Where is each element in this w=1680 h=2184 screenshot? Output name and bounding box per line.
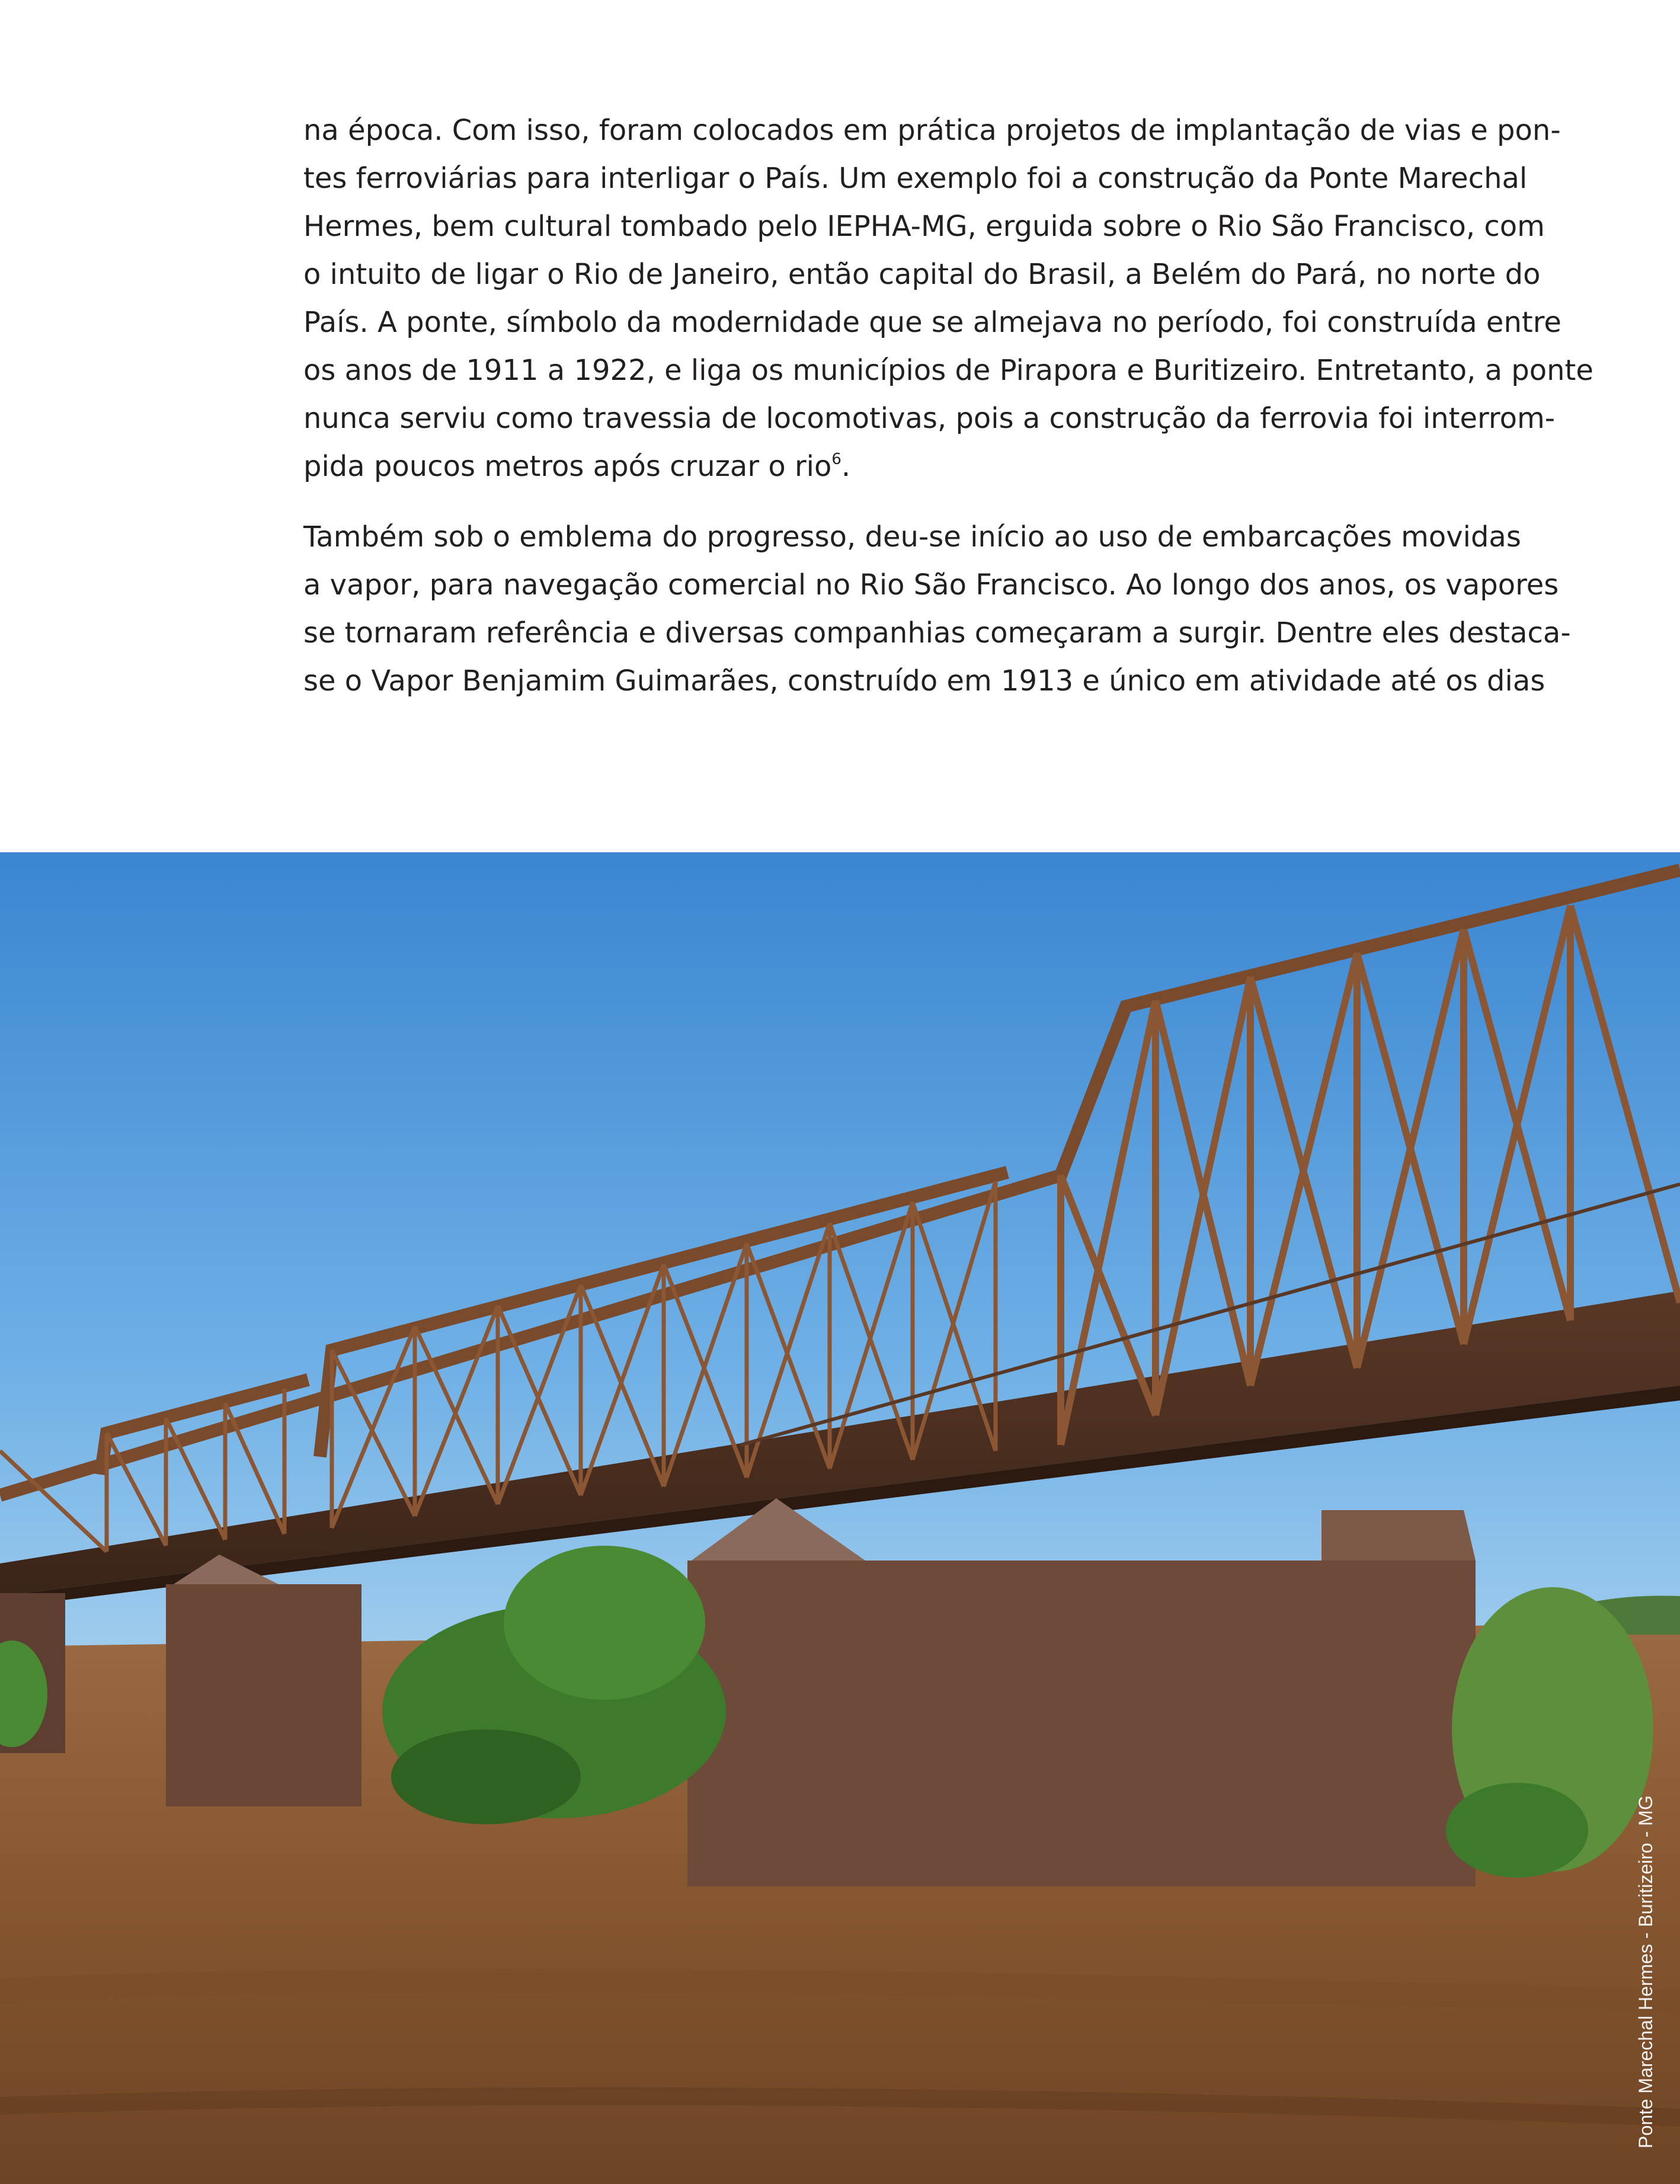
text-fragment: . bbox=[841, 450, 851, 483]
text-line-last bbox=[303, 443, 1486, 491]
text-line: se o Vapor Benjamim Guimarães, construído em 1913 e único em atividade até os dias bbox=[303, 664, 1545, 698]
text-line: o intuito de ligar o Rio de Janeiro, então capital do Brasil, a Belém do Pará, no norte do bbox=[303, 258, 1541, 291]
paragraph-ponte-marechal-hermes bbox=[303, 107, 1593, 491]
text-line: Também sob o emblema do progresso, deu-se início ao uso de embarcações movidas bbox=[303, 520, 1521, 554]
footnote-reference[interactable]: 6 bbox=[831, 450, 841, 468]
text-line: País. A ponte, símbolo da modernidade que se almejava no período, foi construída entre bbox=[303, 306, 1561, 339]
text-line: Hermes, bem cultural tombado pelo IEPHA-MG, erguida sobre o Rio São Francisco, com bbox=[303, 210, 1545, 243]
text-line: se tornaram referência e diversas companhias começaram a surgir. Dentre eles destaca- bbox=[303, 616, 1571, 650]
body-text bbox=[303, 107, 1593, 705]
paragraph-vapor bbox=[303, 513, 1571, 705]
photo-caption: Ponte Marechal Hermes - Buritizeiro - MG bbox=[1635, 1795, 1656, 2148]
text-fragment: pida poucos metros após cruzar o rio bbox=[303, 450, 832, 483]
text-line: nunca serviu como travessia de locomotivas, pois a construção da ferrovia foi interrom- bbox=[303, 402, 1556, 435]
text-line: na época. Com isso, foram colocados em prática projetos de implantação de vias e pon- bbox=[303, 114, 1561, 147]
text-line: a vapor, para navegação comercial no Rio São Francisco. Ao longo dos anos, os vapores bbox=[303, 568, 1559, 602]
bridge-photo bbox=[0, 852, 1680, 2184]
text-line: tes ferroviárias para interligar o País. Um exemplo foi a construção da Ponte Marechal bbox=[303, 162, 1528, 195]
bridge-photo-illustration bbox=[0, 852, 1680, 2184]
text-line: os anos de 1911 a 1922, e liga os municípios de Pirapora e Buritizeiro. Entretanto, a ponte bbox=[303, 354, 1593, 387]
